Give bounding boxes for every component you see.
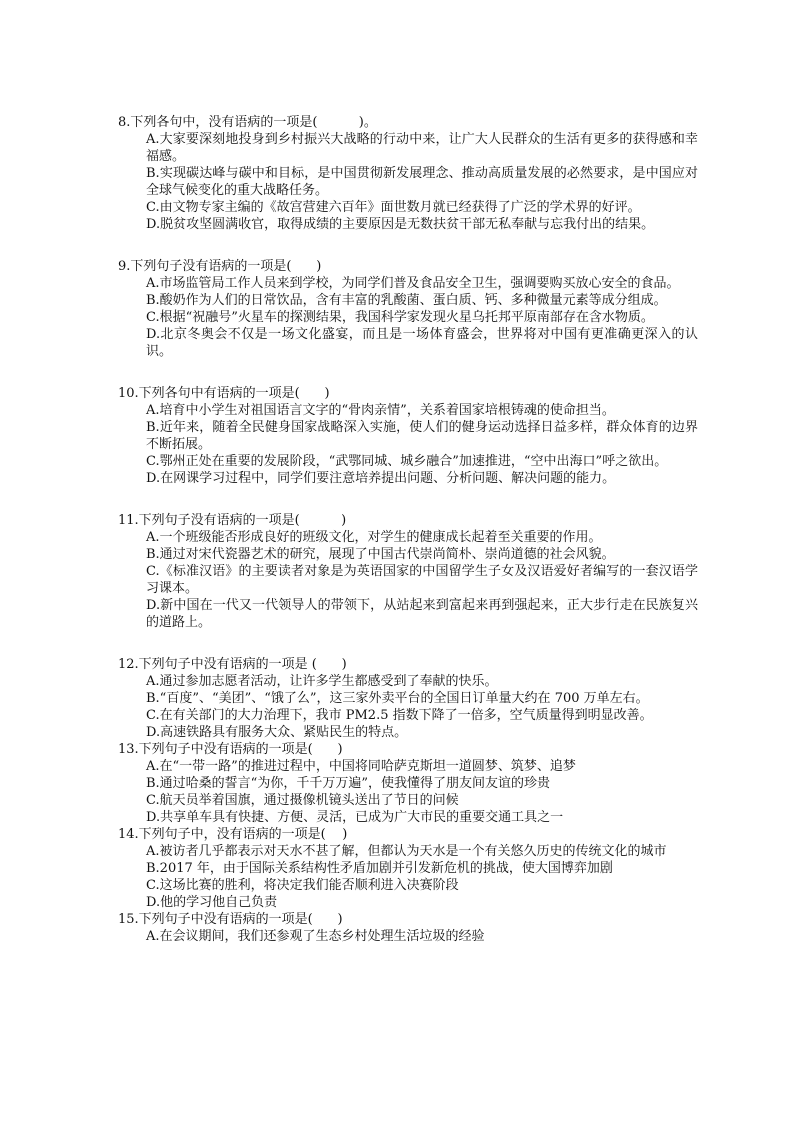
option-b: B.实现碳达峰与碳中和目标，是中国贯彻新发展理念、推动高质量发展的必然要求，是中国应对全球气候变化的重大战略任务。 (146, 166, 698, 198)
question-stem: 12.下列句子中没有语病的一项是 ( ) (118, 657, 347, 672)
question-8 (118, 114, 698, 233)
option-list (118, 275, 698, 360)
option-list (118, 131, 698, 233)
question-stem: 13.下列句子中没有语病的一项是( ) (118, 742, 343, 757)
option-list (118, 758, 698, 826)
question-10 (118, 385, 698, 487)
option-a: A.被访者几乎都表示对天水不甚了解，但都认为天水是一个有关悠久历史的传统文化的城市 (146, 844, 667, 859)
question-stem: 9.下列句子没有语病的一项是( ) (118, 259, 322, 274)
option-b: B.通过哈桑的誓言“为你，千千万万遍”，使我懂得了朋友间友谊的珍贵 (146, 776, 550, 791)
option-b: B.“百度”、“美团”、“饿了么”，这三家外卖平台的全国日订单量大约在 700 万单左右。 (146, 691, 649, 706)
question-sheet (118, 114, 698, 945)
question-stem: 15.下列句子中没有语病的一项是( ) (118, 912, 343, 927)
option-d: D.他的学习他自己负责 (146, 895, 278, 910)
option-d: D.北京冬奥会不仅是一场文化盛宴，而且是一场体育盛会，世界将对中国有更准确更深入的认识。 (146, 327, 698, 359)
option-a: A.在会议期间，我们还参观了生态乡村处理生活垃圾的经验 (146, 929, 485, 944)
question-9 (118, 258, 698, 360)
option-a: A.市场监管局工作人员来到学校，为同学们普及食品安全卫生，强调要购买放心安全的食品。 (146, 276, 680, 291)
option-c: C.根据“祝融号”火星车的探测结果，我国科学家发现火星乌托邦平原南部存在含水物质。 (146, 310, 654, 325)
option-b: B.通过对宋代瓷器艺术的研究，展现了中国古代崇尚简朴、崇尚道德的社会风貌。 (146, 547, 615, 562)
option-b: B.2017 年，由于国际关系结构性矛盾加剧并引发新危机的挑战，使大国博弈加剧 (146, 861, 613, 876)
option-list (118, 843, 698, 911)
question-14 (118, 826, 698, 911)
question-stem: 14.下列句子中，没有语病的一项是( ) (118, 827, 348, 842)
option-a: A.大家要深刻地投身到乡村振兴大战略的行动中来，让广大人民群众的生活有更多的获得感和幸福感。 (146, 132, 698, 164)
option-d: D.新中国在一代又一代领导人的带领下，从站起来到富起来再到强起来，正大步行走在民族复兴的道路上。 (146, 598, 698, 630)
option-c: C.鄂州正处在重要的发展阶段，“武鄂同城、城乡融合”加速推进，“空中出海口”呼之欲出。 (146, 454, 668, 469)
option-c: C.在有关部门的大力治理下，我市 PM2.5 指数下降了一倍多，空气质量得到明显改善。 (146, 708, 653, 723)
option-a: A.一个班级能否形成良好的班级文化，对学生的健康成长起着至关重要的作用。 (146, 530, 602, 545)
option-b: B.近年来，随着全民健身国家战略深入实施，使人们的健身运动选择日益多样，群众体育的边界不断拓展。 (146, 420, 698, 452)
option-c: C.由文物专家主编的《故宫营建六百年》面世数月就已经获得了广泛的学术界的好评。 (146, 200, 641, 215)
question-stem: 10.下列各句中有语病的一项是( ) (118, 386, 330, 401)
option-a: A.通过参加志愿者活动，让许多学生都感受到了奉献的快乐。 (146, 674, 498, 689)
option-d: D.脱贫攻坚圆满收官，取得成绩的主要原因是无数扶贫干部无私奉献与忘我付出的结果。 (146, 217, 655, 232)
question-stem: 8.下列各句中，没有语病的一项是( )。 (118, 115, 377, 130)
option-b: B.酸奶作为人们的日常饮品，含有丰富的乳酸菌、蛋白质、钙、多种微量元素等成分组成。 (146, 293, 667, 308)
option-c: C.这场比赛的胜利，将决定我们能否顺利进入决赛阶段 (146, 878, 459, 893)
option-a: A.在“一带一路”的推进过程中，中国将同哈萨克斯坦一道圆梦、筑梦、追梦 (146, 759, 576, 774)
question-13 (118, 741, 698, 826)
option-c: C.航天员举着国旗，通过摄像机镜头送出了节日的问候 (146, 793, 459, 808)
option-c: C.《标准汉语》的主要读者对象是为英语国家的中国留学生子女及汉语爱好者编写的一套汉语学习课本。 (146, 564, 698, 596)
question-12 (118, 656, 698, 741)
question-11 (118, 512, 698, 631)
option-list (118, 402, 698, 487)
option-d: D.在网课学习过程中，同学们要注意培养提出问题、分析问题、解决问题的能力。 (146, 471, 616, 486)
option-list (118, 928, 698, 945)
question-stem: 11.下列句子没有语病的一项是( ) (118, 513, 347, 528)
option-d: D.高速铁路具有服务大众、紧贴民生的特点。 (146, 725, 408, 740)
option-d: D.共享单车具有快捷、方便、灵活，已成为广大市民的重要交通工具之一 (146, 810, 564, 825)
question-15 (118, 911, 698, 945)
option-a: A.培育中小学生对祖国语言文字的“骨肉亲情”，关系着国家培根铸魂的使命担当。 (146, 403, 615, 418)
option-list (118, 673, 698, 741)
option-list (118, 529, 698, 631)
